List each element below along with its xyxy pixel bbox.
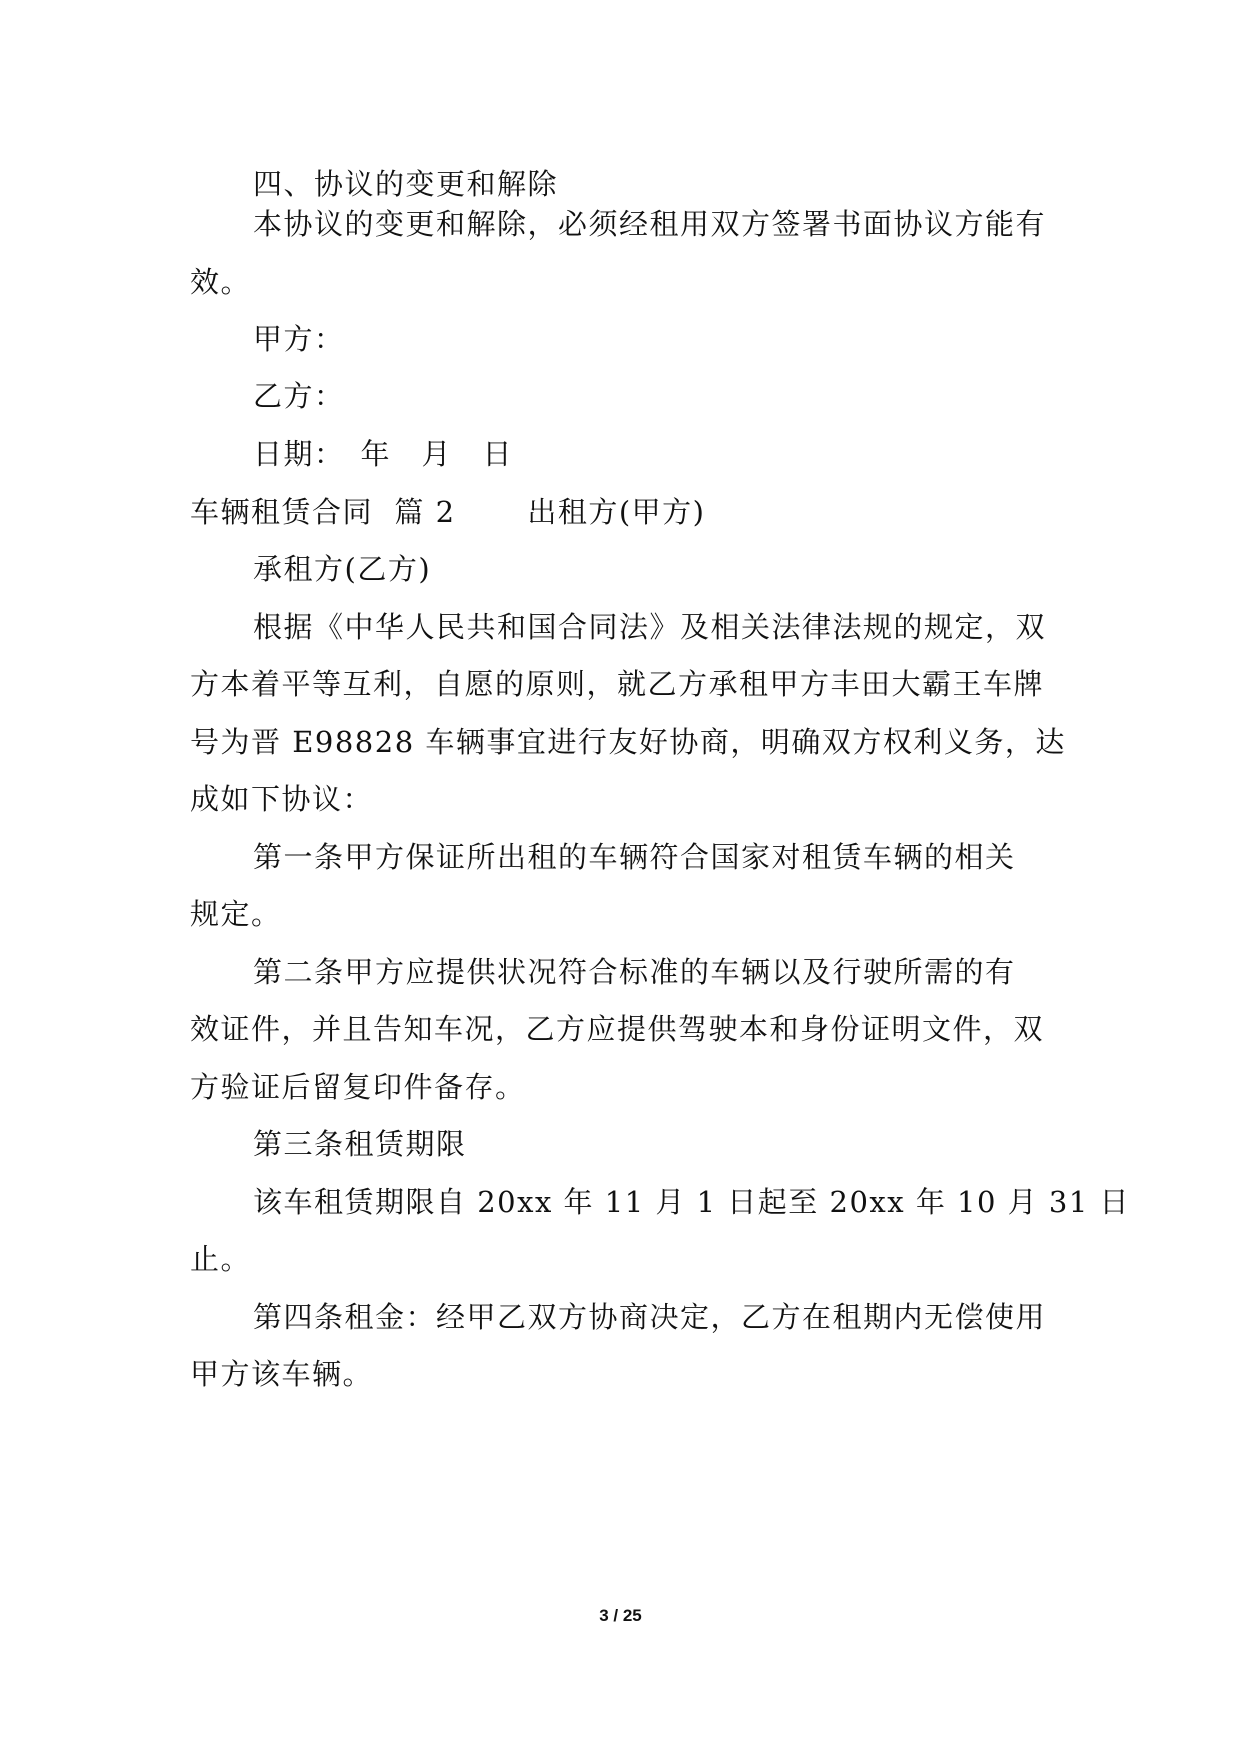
contract-title-line: 车辆租赁合同 篇 2 出租方(甲方) xyxy=(190,495,706,529)
paragraph-line: 效。 xyxy=(190,265,252,299)
paragraph-line: 方验证后留复印件备存。 xyxy=(190,1070,526,1104)
date-label: 日期： 年 月 日 xyxy=(253,437,514,471)
section-heading-amendment: 四、协议的变更和解除 xyxy=(253,167,559,201)
article-3-heading: 第三条租赁期限 xyxy=(253,1127,467,1161)
page-number: 3 / 25 xyxy=(599,1606,642,1625)
article-4-line: 第四条租金：经甲乙双方协商决定，乙方在租期内无偿使用 xyxy=(253,1300,1047,1334)
paragraph-line: 号为晋 E98828 车辆事宜进行友好协商，明确双方权利义务，达 xyxy=(190,725,1066,759)
paragraph-line: 方本着平等互利，自愿的原则，就乙方承租甲方丰田大霸王车牌 xyxy=(190,667,1045,701)
paragraph-line: 本协议的变更和解除，必须经租用双方签署书面协议方能有 xyxy=(253,207,1047,241)
party-a-label: 甲方： xyxy=(253,322,345,356)
paragraph-line: 成如下协议： xyxy=(190,782,374,816)
paragraph-line: 该车租赁期限自 20xx 年 11 月 1 日起至 20xx 年 10 月 31 日 xyxy=(253,1185,1130,1219)
paragraph-line: 甲方该车辆。 xyxy=(190,1357,374,1391)
party-b-label: 乙方： xyxy=(253,379,345,413)
paragraph-line: 效证件，并且告知车况，乙方应提供驾驶本和身份证明文件，双 xyxy=(190,1012,1045,1046)
article-2-line: 第二条甲方应提供状况符合标准的车辆以及行驶所需的有 xyxy=(253,955,1016,989)
paragraph-line: 规定。 xyxy=(190,897,282,931)
lessee-label: 承租方(乙方) xyxy=(253,552,432,586)
article-1-line: 第一条甲方保证所出租的车辆符合国家对租赁车辆的相关 xyxy=(253,840,1016,874)
paragraph-line: 止。 xyxy=(190,1242,252,1276)
paragraph-line: 根据《中华人民共和国合同法》及相关法律法规的规定，双 xyxy=(253,610,1047,644)
